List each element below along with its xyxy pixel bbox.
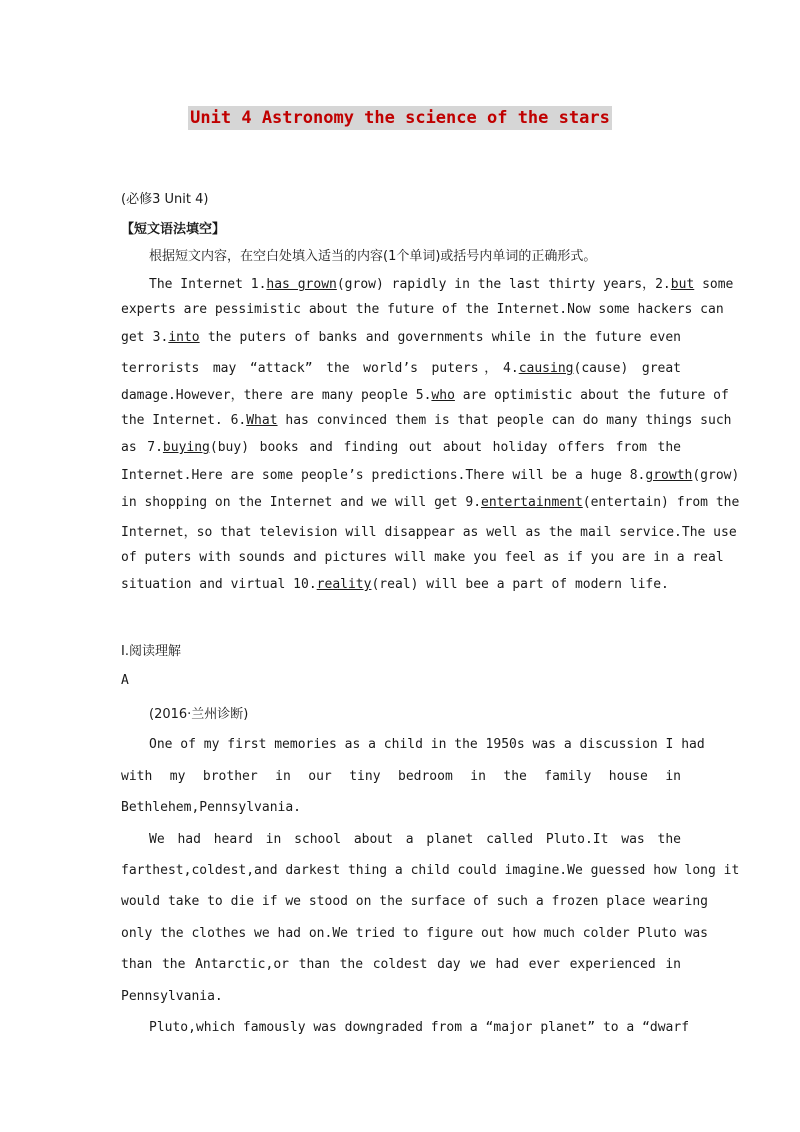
answer-blank: but bbox=[670, 277, 695, 292]
line-text: get 3. bbox=[121, 330, 169, 345]
fill-in-line bbox=[121, 440, 681, 455]
line-text: in shopping on the Internet and we will get 9. bbox=[121, 495, 482, 510]
fill-in-line bbox=[121, 357, 681, 376]
passage-line: with my brother in our tiny bedroom in the family house in bbox=[121, 769, 681, 784]
answer-blank: buying bbox=[162, 440, 210, 455]
line-text: as 7. bbox=[121, 440, 163, 455]
line-text: Internet.Here are some people’s predictions.There will be a huge 8. bbox=[121, 468, 646, 483]
line-text: Internet，so that television will disappear as well as the mail service.The use bbox=[121, 525, 737, 540]
line-text: the Internet. 6. bbox=[121, 413, 247, 428]
passage-line: would take to die if we stood on the surface of such a frozen place wearing bbox=[121, 894, 708, 909]
passage-line: Pennsylvania. bbox=[121, 989, 223, 1004]
answer-blank: What bbox=[246, 413, 278, 428]
line-text: situation and virtual 10. bbox=[121, 577, 317, 592]
passage-source: (2016·兰州诊断) bbox=[149, 707, 249, 722]
fill-in-line bbox=[121, 577, 681, 592]
answer-blank: causing bbox=[518, 361, 574, 376]
passage-line: Bethlehem,Pennsylvania. bbox=[121, 800, 302, 815]
passage-line: Pluto,which famously was downgraded from a “major planet” to a “dwarf bbox=[149, 1020, 690, 1035]
line-text: (buy) books and finding out about holiday offers from the bbox=[209, 440, 681, 455]
fill-in-line bbox=[121, 495, 740, 510]
answer-blank: has grown bbox=[266, 277, 337, 292]
line-text: terrorists may “attack” the world’s puters，4. bbox=[121, 361, 519, 376]
line-text: experts are pessimistic about the future of the Internet.Now some hackers can bbox=[121, 302, 724, 317]
fill-in-line bbox=[121, 521, 737, 540]
passage-line: only the clothes we had on.We tried to figure out how much colder Pluto was bbox=[121, 926, 708, 941]
source-tag: (必修3 Unit 4) bbox=[121, 192, 209, 207]
section1-heading: 【短文语法填空】 bbox=[121, 222, 226, 237]
answer-blank: entertainment bbox=[481, 495, 583, 510]
line-text: (real) will bee a part of modern life. bbox=[371, 577, 669, 592]
line-text: (grow) rapidly in the last thirty years，2. bbox=[336, 277, 671, 292]
fill-in-line bbox=[121, 330, 681, 345]
line-text: of puters with sounds and pictures will make you feel as if you are in a real bbox=[121, 550, 724, 565]
answer-blank: who bbox=[431, 388, 455, 403]
line-text: (cause) great bbox=[573, 361, 682, 376]
line-text: are optimistic about the future of bbox=[454, 388, 729, 403]
answer-blank: into bbox=[168, 330, 200, 345]
line-text: damage.However，there are many people 5. bbox=[121, 388, 432, 403]
fill-in-line bbox=[121, 384, 729, 403]
fill-in-line bbox=[149, 273, 734, 292]
passage-line: than the Antarctic,or than the coldest day we had ever experienced in bbox=[121, 957, 681, 972]
line-text: some bbox=[694, 277, 734, 292]
fill-in-line bbox=[121, 302, 724, 317]
answer-blank: growth bbox=[645, 468, 693, 483]
title-container bbox=[0, 106, 800, 130]
fill-in-line bbox=[121, 550, 724, 565]
line-text: has convinced them is that people can do many things such bbox=[277, 413, 732, 428]
line-text: (entertain) from the bbox=[582, 495, 740, 510]
line-text: the puters of banks and governments while in the future even bbox=[199, 330, 681, 345]
passage-label: A bbox=[121, 673, 129, 688]
passage-line: farthest,coldest,and darkest thing a child could imagine.We guessed how long it bbox=[121, 863, 740, 878]
passage-line: We had heard in school about a planet called Pluto.It was the bbox=[149, 832, 681, 847]
line-text: The Internet 1. bbox=[149, 277, 267, 292]
answer-blank: reality bbox=[316, 577, 372, 592]
passage-line: One of my first memories as a child in the 1950s was a discussion I had bbox=[149, 737, 705, 752]
fill-in-line bbox=[121, 413, 732, 428]
section1-instruction: 根据短文内容，在空白处填入适当的内容(1个单词)或括号内单词的正确形式。 bbox=[149, 249, 597, 264]
line-text: (grow) bbox=[692, 468, 740, 483]
page-title: Unit 4 Astronomy the science of the stars bbox=[190, 108, 610, 128]
section2-heading: Ⅰ.阅读理解 bbox=[121, 644, 181, 659]
fill-in-line bbox=[121, 468, 740, 483]
